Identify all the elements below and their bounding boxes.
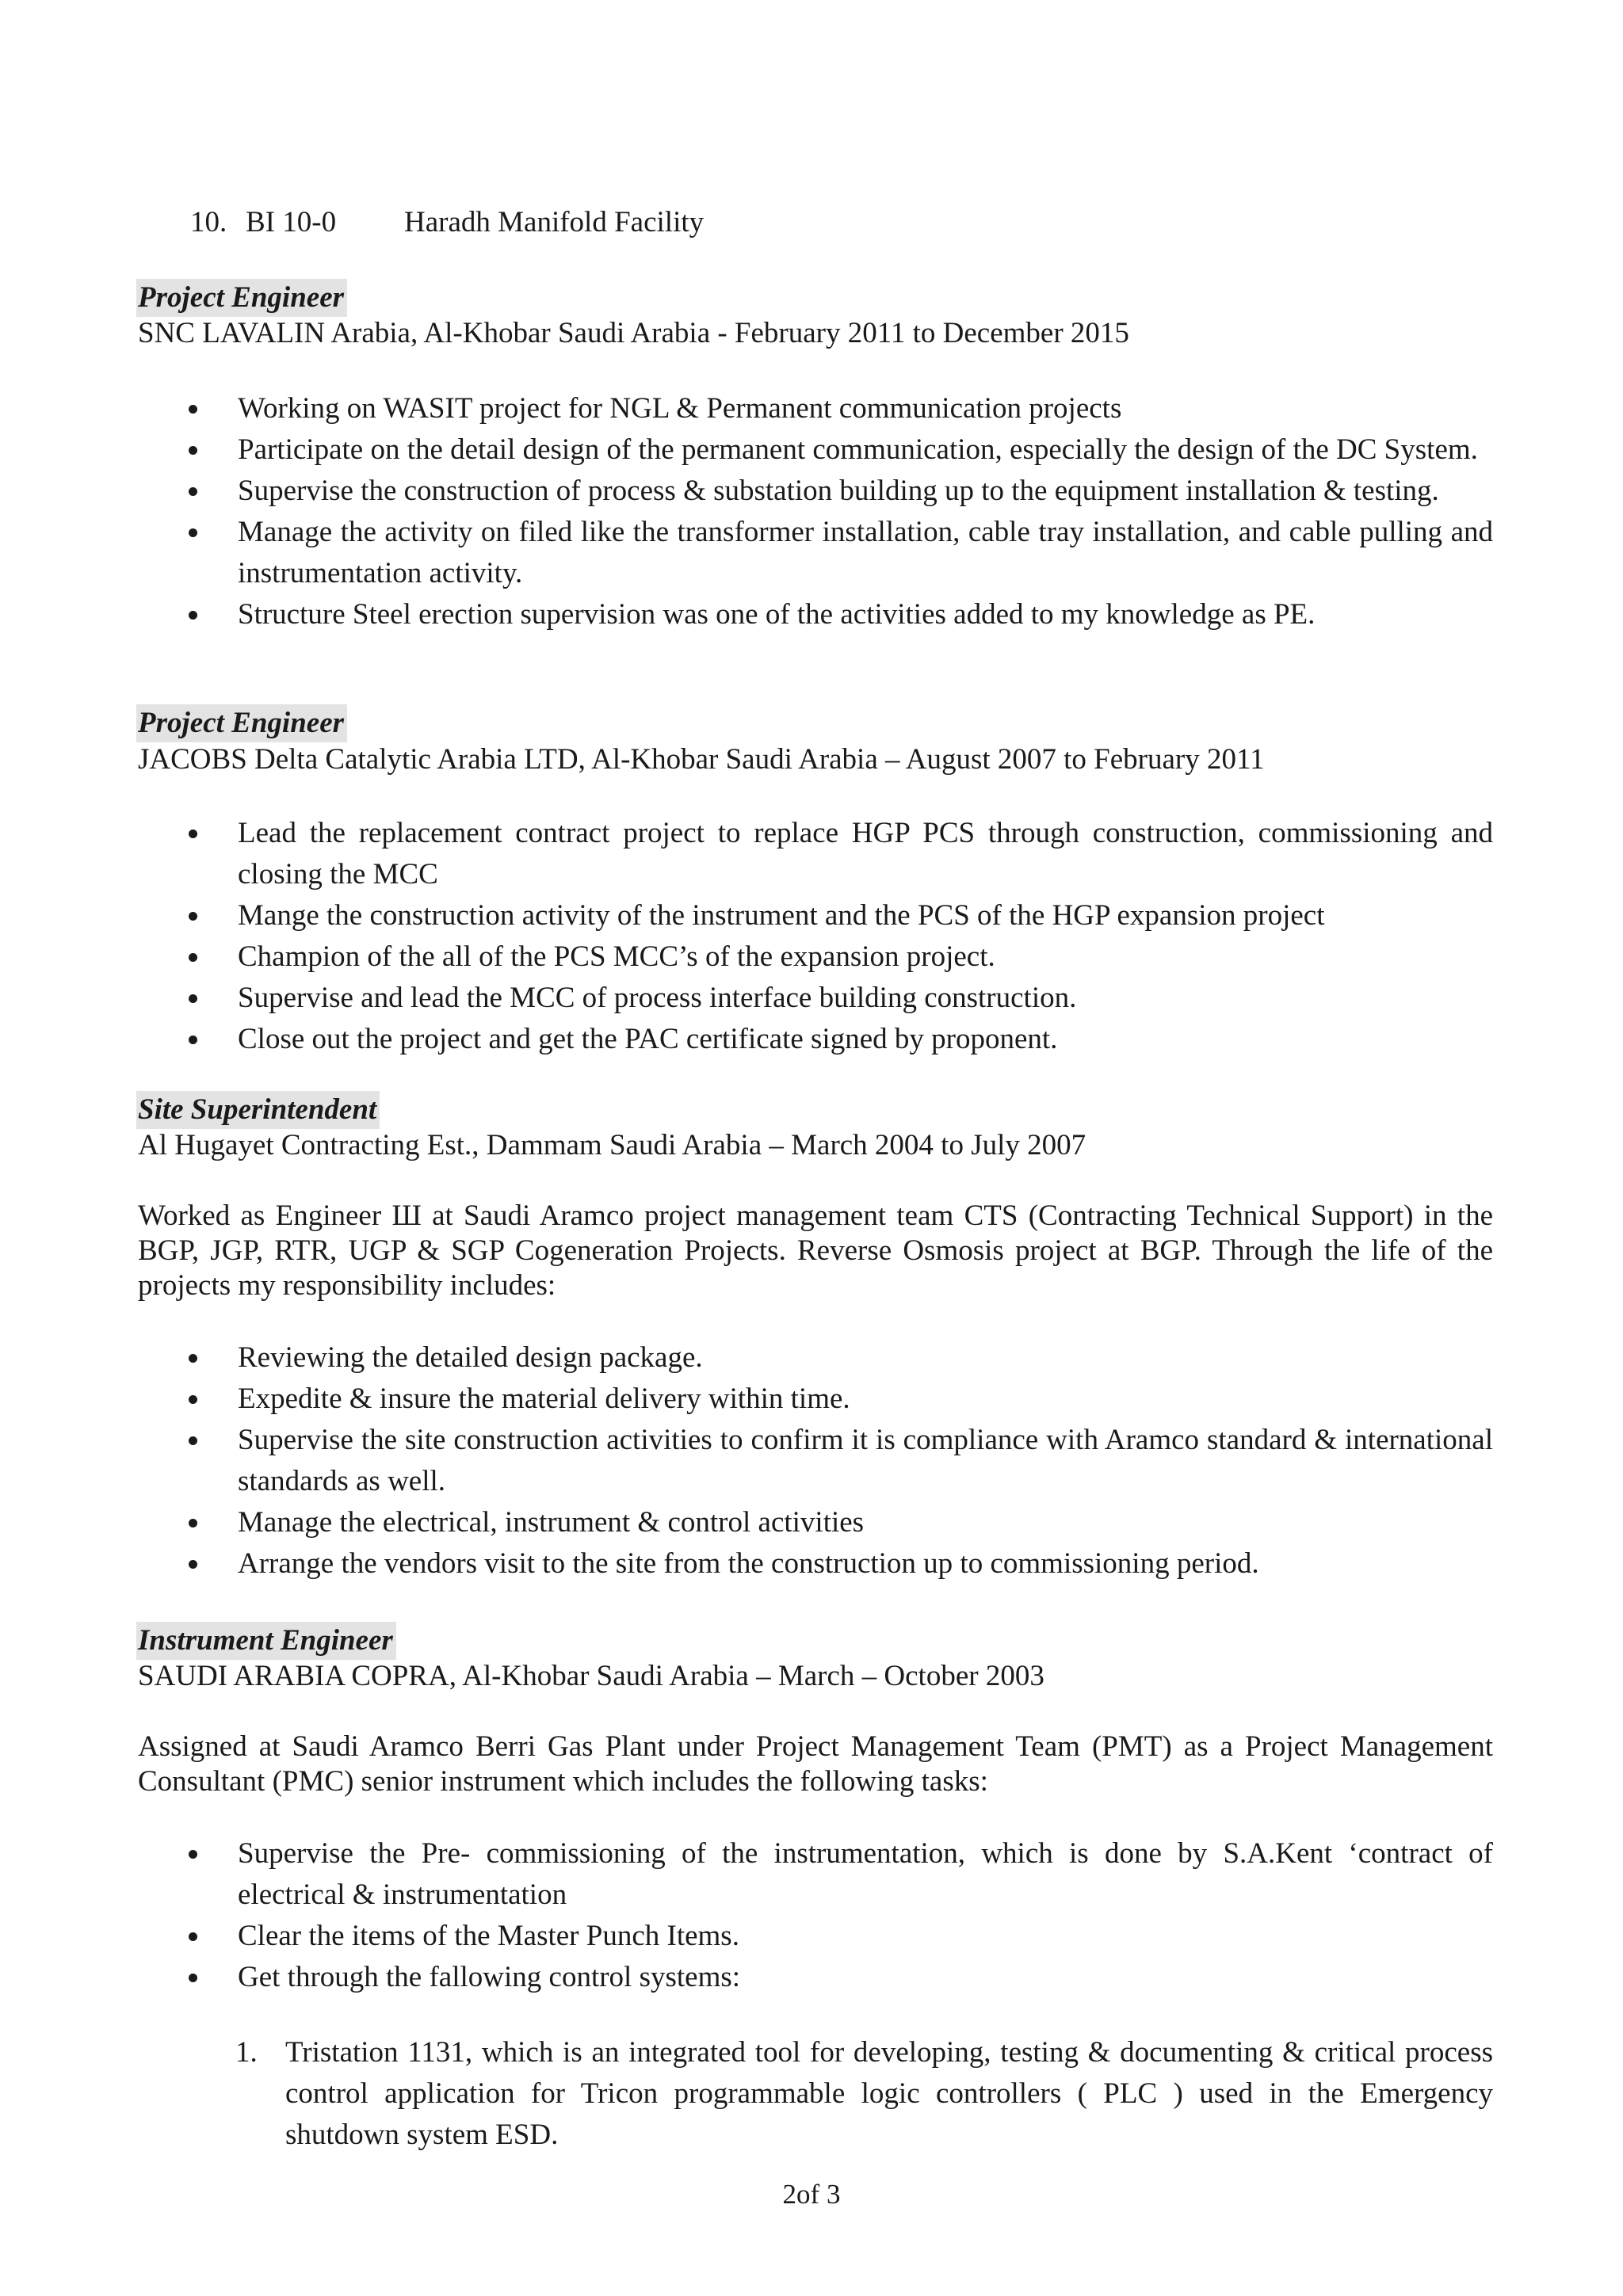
list-item: Get through the fallowing control systems: (184, 1957, 1493, 1998)
bullet-icon (189, 830, 197, 838)
list-item: Supervise the site construction activities to confirm it is compliance with Aramco standard & international standards as well. (184, 1420, 1493, 1502)
role-summary-paragraph: Worked as Engineer Ш at Saudi Aramco project management team CTS (Contracting Technical Support) in the BGP, JGP, RTR, UGP & SGP Cogeneration Projects. Reverse Osmosis project at BGP. Through the life of the projects my responsibility includes: (138, 1199, 1493, 1302)
bullet-icon (189, 1436, 197, 1445)
employer-line: Al Hugayet Contracting Est., Dammam Saudi Arabia – March 2004 to July 2007 (138, 1129, 1086, 1161)
list-item: Reviewing the detailed design package. (184, 1337, 1493, 1379)
bullet-icon (189, 994, 197, 1003)
list-item: Close out the project and get the PAC certificate signed by proponent. (184, 1019, 1493, 1060)
list-item: Manage the electrical, instrument & control activities (184, 1502, 1493, 1543)
item-code: BI 10-0 (246, 206, 337, 238)
list-item: Mange the construction activity of the instrument and the PCS of the HGP expansion project (184, 895, 1493, 936)
job-title: Project Engineer (136, 279, 347, 317)
bullet-icon (189, 1974, 197, 1982)
bullet-icon (189, 611, 197, 620)
bullet-icon (189, 1932, 197, 1941)
numbered-item-text: Tristation 1131, which is an integrated tool for developing, testing & documenting & critical process control application for Tricon programmable logic controllers ( PLC ) used in the Emergency shutdown system ESD. (285, 2036, 1493, 2151)
item-number: 10. (190, 206, 227, 238)
job-title: Project Engineer (136, 704, 347, 742)
job-title: Site Superintendent (136, 1091, 380, 1129)
responsibility-list (184, 388, 1493, 635)
list-item: Expedite & insure the material delivery within time. (184, 1379, 1493, 1420)
list-item: Working on WASIT project for NGL & Permanent communication projects (184, 388, 1493, 429)
page-number: 2of 3 (782, 2179, 841, 2210)
bullet-icon (189, 446, 197, 455)
bullet-icon (189, 1850, 197, 1859)
bullet-icon (189, 528, 197, 537)
responsibility-list (184, 1833, 1493, 1998)
bullet-icon (189, 487, 197, 496)
bullet-icon (189, 1560, 197, 1569)
employer-line: SAUDI ARABIA COPRA, Al-Khobar Saudi Arabia – March – October 2003 (138, 1660, 1044, 1692)
bullet-icon (189, 405, 197, 414)
employer-line: JACOBS Delta Catalytic Arabia LTD, Al-Khobar Saudi Arabia – August 2007 to February 2011 (138, 743, 1265, 776)
bullet-icon (189, 912, 197, 921)
bullet-icon (189, 1395, 197, 1404)
list-item: Lead the replacement contract project to replace HGP PCS through construction, commissioning and closing the MCC (184, 813, 1493, 895)
job-title: Instrument Engineer (136, 1622, 396, 1660)
list-item: Manage the activity on filed like the transformer installation, cable tray installation, and cable pulling and instrumentation activity. (184, 512, 1493, 594)
list-item: Participate on the detail design of the permanent communication, especially the design of the DC System. (184, 429, 1493, 471)
bullet-icon (189, 1035, 197, 1044)
list-item: Arrange the vendors visit to the site from the construction up to commissioning period. (184, 1543, 1493, 1585)
list-item: Supervise the Pre- commissioning of the instrumentation, which is done by S.A.Kent ‘contract of electrical & instrumentation (184, 1833, 1493, 1916)
list-item: Champion of the all of the PCS MCC’s of the expansion project. (184, 936, 1493, 978)
project-list-item (190, 203, 903, 242)
responsibility-list (184, 813, 1493, 1060)
employer-line: SNC LAVALIN Arabia, Al-Khobar Saudi Arabia - February 2011 to December 2015 (138, 317, 1129, 349)
numbered-item-number: 1. (235, 2036, 258, 2069)
list-item: Clear the items of the Master Punch Items. (184, 1916, 1493, 1957)
item-title: Haradh Manifold Facility (404, 206, 705, 238)
list-item: Supervise the construction of process & substation building up to the equipment installation & testing. (184, 471, 1493, 512)
numbered-item (235, 2032, 1493, 2156)
bullet-icon (189, 1354, 197, 1363)
bullet-icon (189, 953, 197, 962)
bullet-icon (189, 1519, 197, 1527)
numbered-list (235, 2032, 1493, 2156)
list-item: Supervise and lead the MCC of process interface building construction. (184, 978, 1493, 1019)
list-item: Structure Steel erection supervision was one of the activities added to my knowledge as PE. (184, 594, 1493, 635)
role-summary-paragraph: Assigned at Saudi Aramco Berri Gas Plant under Project Management Team (PMT) as a Project Management Consultant (PMC) senior instrument which includes the following tasks: (138, 1730, 1493, 1798)
responsibility-list (184, 1337, 1493, 1585)
